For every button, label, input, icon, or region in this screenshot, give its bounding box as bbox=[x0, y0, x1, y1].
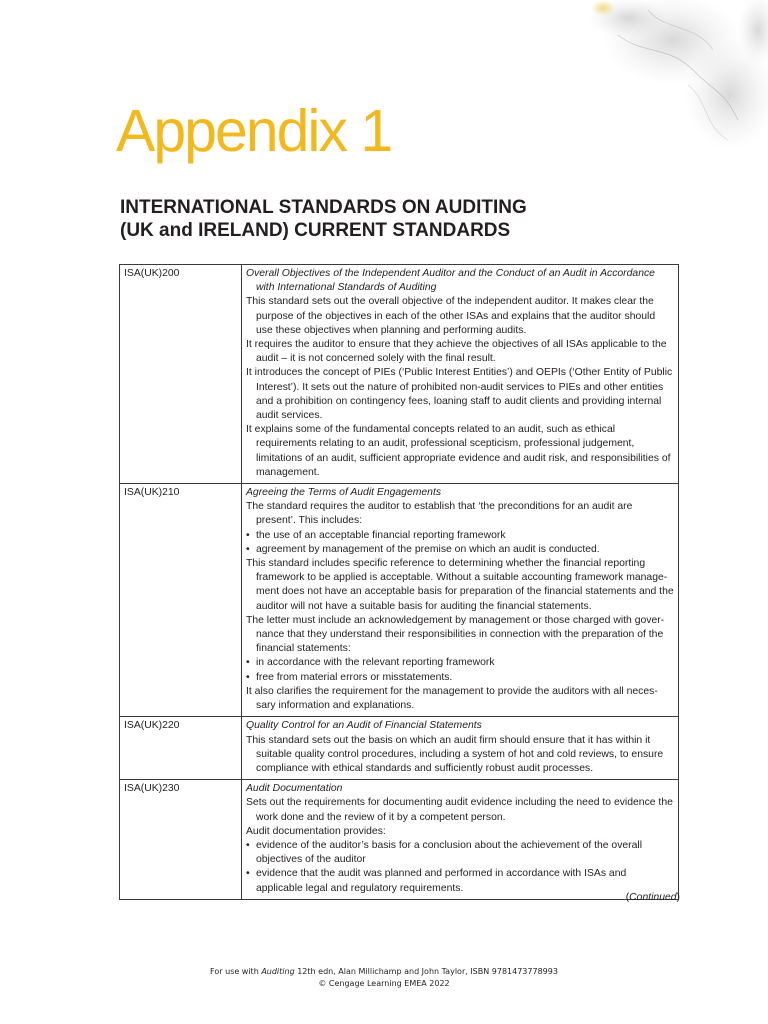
footer-prefix: For use with bbox=[210, 967, 262, 976]
footer-book-title: Auditing bbox=[261, 967, 295, 976]
page-footer bbox=[0, 966, 768, 990]
standard-description bbox=[242, 780, 679, 900]
standard-title: Overall Objectives of the Independent Auditor and the Conduct of an Audit in Accordance with International Standards of Auditing bbox=[246, 268, 655, 294]
standard-title: Audit Documentation bbox=[246, 783, 343, 795]
paragraph: Audit documentation provides: bbox=[246, 825, 386, 837]
standard-code: ISA(UK)220 bbox=[120, 717, 242, 780]
appendix-title: Appendix 1 bbox=[116, 98, 392, 164]
paragraph: It also clarifies the requirement for the management to provide the auditors with all neces-sary information and explanations. bbox=[246, 685, 658, 712]
standard-row bbox=[120, 265, 679, 484]
bullet-item: • in accordance with the relevant reporting framework bbox=[246, 656, 674, 670]
paragraph: This standard includes specific reference to determining whether the financial reporting framework to be applied is acceptable. Without a suitable accounting framework manage-ment does not have an acceptable basis for preparation of the financial statements and the auditor will not have a suitable basis for auditing the financial statements. bbox=[246, 558, 674, 612]
standard-row bbox=[120, 484, 679, 717]
paragraph: This standard sets out the basis on which an audit firm should ensure that it has within it suitable quality control procedures, including a system of hot and cold reviews, to ensure compliance with ethical standards and sufficiently robust audit processes. bbox=[246, 734, 664, 774]
bullet-item: • the use of an acceptable financial reporting framework bbox=[246, 529, 674, 543]
standard-description bbox=[242, 265, 679, 484]
standard-title: Quality Control for an Audit of Financial Statements bbox=[246, 720, 482, 732]
standard-code: ISA(UK)230 bbox=[120, 780, 242, 900]
standards-table bbox=[119, 264, 679, 900]
bullet-item: • evidence that the audit was planned and performed in accordance with ISAs and applicable legal and regulatory requirements. bbox=[246, 867, 674, 895]
standard-title: Agreeing the Terms of Audit Engagements bbox=[246, 487, 442, 499]
footer-line-2: © Cengage Learning EMEA 2022 bbox=[318, 979, 450, 988]
paragraph: It explains some of the fundamental concepts related to an audit, such as ethical requirements relating to an audit, professional scepticism, professional judgement, limitations of an audit, sufficient appropriate evidence and audit risk, and responsibilities of management. bbox=[246, 424, 671, 478]
bullet-item: • evidence of the auditor’s basis for a conclusion about the achievement of the overall objectives of the auditor bbox=[246, 839, 674, 867]
section-heading bbox=[120, 196, 527, 242]
paragraph: This standard sets out the overall objective of the independent auditor. It makes clear the purpose of the objectives in each of the other ISAs and explains that the auditor should use these objectives when planning and performing audits. bbox=[246, 296, 656, 336]
continued-note: (Continued) bbox=[625, 892, 680, 903]
paragraph: The standard requires the auditor to establish that ‘the preconditions for an audit are present’. This includes: bbox=[246, 501, 633, 527]
standard-description bbox=[242, 717, 679, 780]
standard-code: ISA(UK)200 bbox=[120, 265, 242, 484]
standards-table-body bbox=[120, 265, 679, 900]
section-heading-line-1: INTERNATIONAL STANDARDS ON AUDITING bbox=[120, 197, 527, 218]
standard-description bbox=[242, 484, 679, 717]
bullet-item: • free from material errors or misstatements. bbox=[246, 671, 674, 685]
paragraph: Sets out the requirements for documenting audit evidence including the need to evidence the work done and the review of it by a competent person. bbox=[246, 797, 673, 823]
bullet-item: • agreement by management of the premise on which an audit is conducted. bbox=[246, 543, 674, 557]
footer-line-1 bbox=[0, 966, 768, 978]
standard-row bbox=[120, 717, 679, 780]
continued-text: Continued bbox=[629, 892, 677, 903]
watercolor-decoration bbox=[468, 0, 768, 160]
standard-row bbox=[120, 780, 679, 900]
paragraph: It requires the auditor to ensure that they achieve the objectives of all ISAs applicable to the audit – it is not concerned solely with the final result. bbox=[246, 339, 667, 365]
paragraph: It introduces the concept of PIEs (‘Public Interest Entities’) and OEPIs (‘Other Entity of Public Interest’). It sets out the nature of prohibited non-audit services to PIEs and other entities and a prohibition on contingency fees, loaning staff to audit clients and providing internal audit services. bbox=[246, 367, 673, 422]
section-heading-line-2: (UK and IRELAND) CURRENT STANDARDS bbox=[120, 220, 511, 241]
standard-code: ISA(UK)210 bbox=[120, 484, 242, 717]
paragraph: The letter must include an acknowledgement by management or those charged with gover-nance that they understand their responsibilities in connection with the preparation of the financial statements: bbox=[246, 614, 665, 655]
footer-suffix: 12th edn, Alan Millichamp and John Taylor, ISBN 9781473778993 bbox=[294, 967, 558, 976]
